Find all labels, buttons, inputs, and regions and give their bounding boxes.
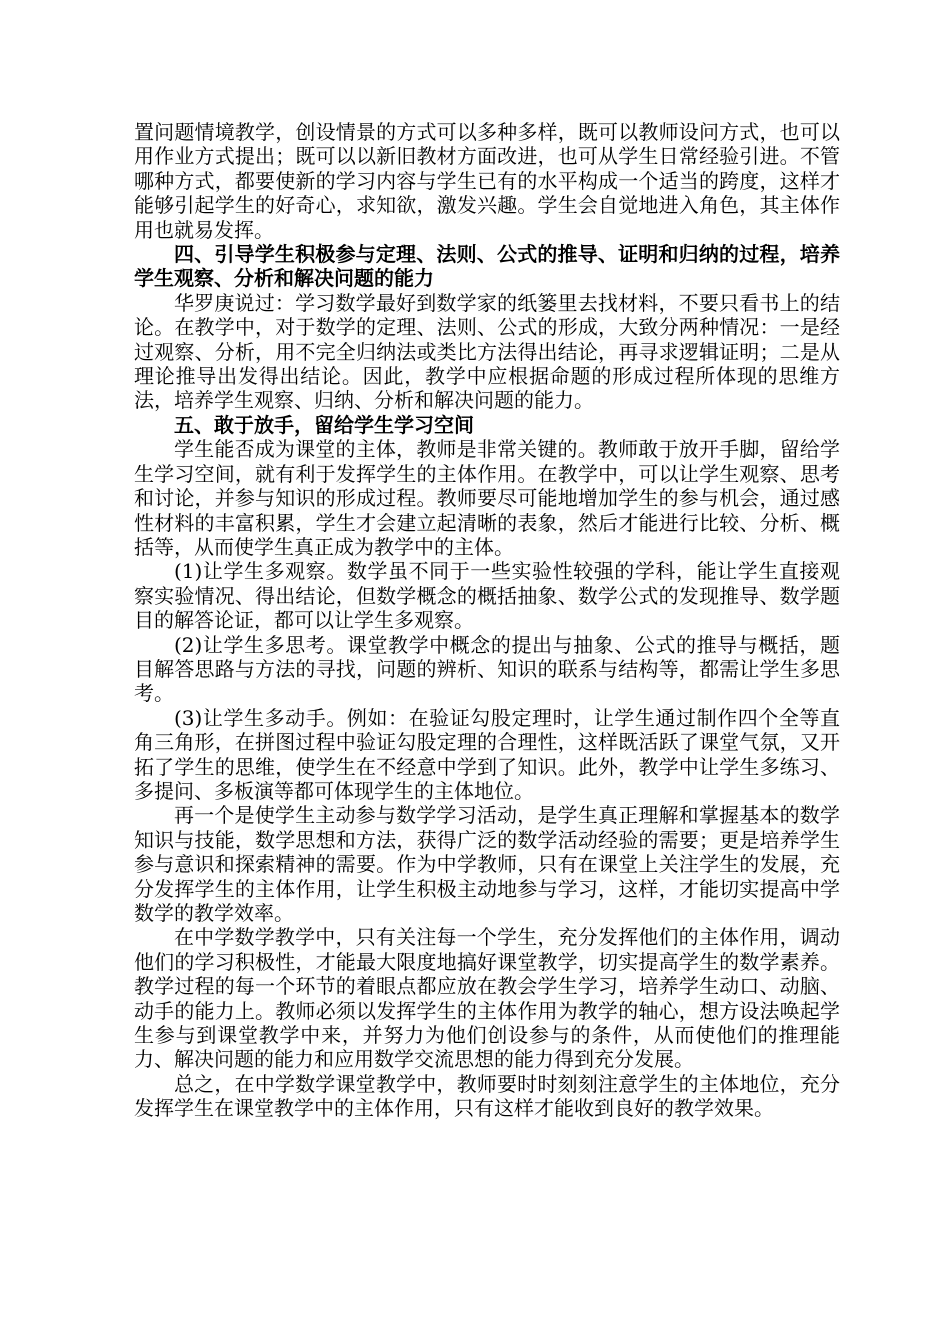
paragraph-conclusion: 总之，在中学数学课堂教学中，教师要时时刻刻注意学生的主体地位，充分发挥学生在课堂教学中的主体作用，只有这样才能收到良好的教学效果。 xyxy=(134,1071,840,1121)
section-heading-four: 四、引导学生积极参与定理、法则、公式的推导、证明和归纳的过程，培养学生观察、分析和解决问题的能力 xyxy=(134,242,840,291)
section-heading-five: 五、敢于放手，留给学生学习空间 xyxy=(174,412,474,437)
paragraph-observe: (1)让学生多观察。数学虽不同于一些实验性较强的学科，能让学生直接观察实验情况、得出结论，但数学概念的概括抽象、数学公式的发现推导、数学题目的解答论证，都可以让学生多观察。 xyxy=(134,559,840,633)
document-page xyxy=(134,120,840,1121)
paragraph-every-student: 在中学数学教学中，只有关注每一个学生，充分发挥他们的主体作用，调动他们的学习积极性，才能最大限度地搞好课堂教学，切实提高学生的数学素养。教学过程的每一个环节的着眼点都应放在教会学生学习，培养学生动口、动脑、动手的能力上。教师必须以发挥学生的主体作用为教学的轴心，想方设法唤起学生参与到课堂教学中来，并努力为他们创设参与的条件，从而使他们的推理能力、解决问题的能力和应用数学交流思想的能力得到充分发展。 xyxy=(134,925,840,1072)
paragraph-think: (2)让学生多思考。课堂教学中概念的提出与抽象、公式的推导与概括，题目解答思路与方法的寻找，问题的辨析、知识的联系与结构等，都需让学生多思考。 xyxy=(134,632,840,706)
paragraph-hua-luogeng: 华罗庚说过：学习数学最好到数学家的纸篓里去找材料，不要只看书上的结论。在教学中，对于数学的定理、法则、公式的形成，大致分两种情况：一是经过观察、分析，用不完全归纳法或类比方法得出结论，再寻求逻辑证明；二是从理论推导出发得出结论。因此，教学中应根据命题的形成过程所体现的思维方法，培养学生观察、归纳、分析和解决问题的能力。 xyxy=(134,290,840,413)
paragraph-hands-on: (3)让学生多动手。例如：在验证勾股定理时，让学生通过制作四个全等直角三角形，在拼图过程中验证勾股定理的合理性，这样既活跃了课堂气氛，又开拓了学生的思维，使学生在不经意中学到了知识。此外，教学中让学生多练习、多提问、多板演等都可体现学生的主体地位。 xyxy=(134,705,840,803)
paragraph-intro-continued: 置问题情境教学，创设情景的方式可以多种多样，既可以教师设问方式，也可以用作业方式提出；既可以以新旧教材方面改进，也可从学生日常经验引进。不管哪种方式，都要使新的学习内容与学生已有的水平构成一个适当的跨度，这样才能够引起学生的好奇心，求知欲，激发兴趣。学生会自觉地进入角色，其主体作用也就易发挥。 xyxy=(134,120,840,242)
paragraph-active-participation: 再一个是使学生主动参与数学学习活动，是学生真正理解和掌握基本的数学知识与技能，数学思想和方法，获得广泛的数学活动经验的需要；更是培养学生参与意识和探索精神的需要。作为中学教师，只有在课堂上关注学生的发展，充分发挥学生的主体作用，让学生积极主动地参与学习，这样，才能切实提高中学数学的教学效率。 xyxy=(134,803,840,925)
paragraph-student-subject: 学生能否成为课堂的主体，教师是非常关键的。教师敢于放开手脚，留给学生学习空间，就有利于发挥学生的主体作用。在教学中，可以让学生观察、思考和讨论，并参与知识的形成过程。教师要尽可能地增加学生的参与机会，通过感性材料的丰富积累，学生才会建立起清晰的表象，然后才能进行比较、分析、概括等，从而使学生真正成为教学中的主体。 xyxy=(134,437,840,559)
